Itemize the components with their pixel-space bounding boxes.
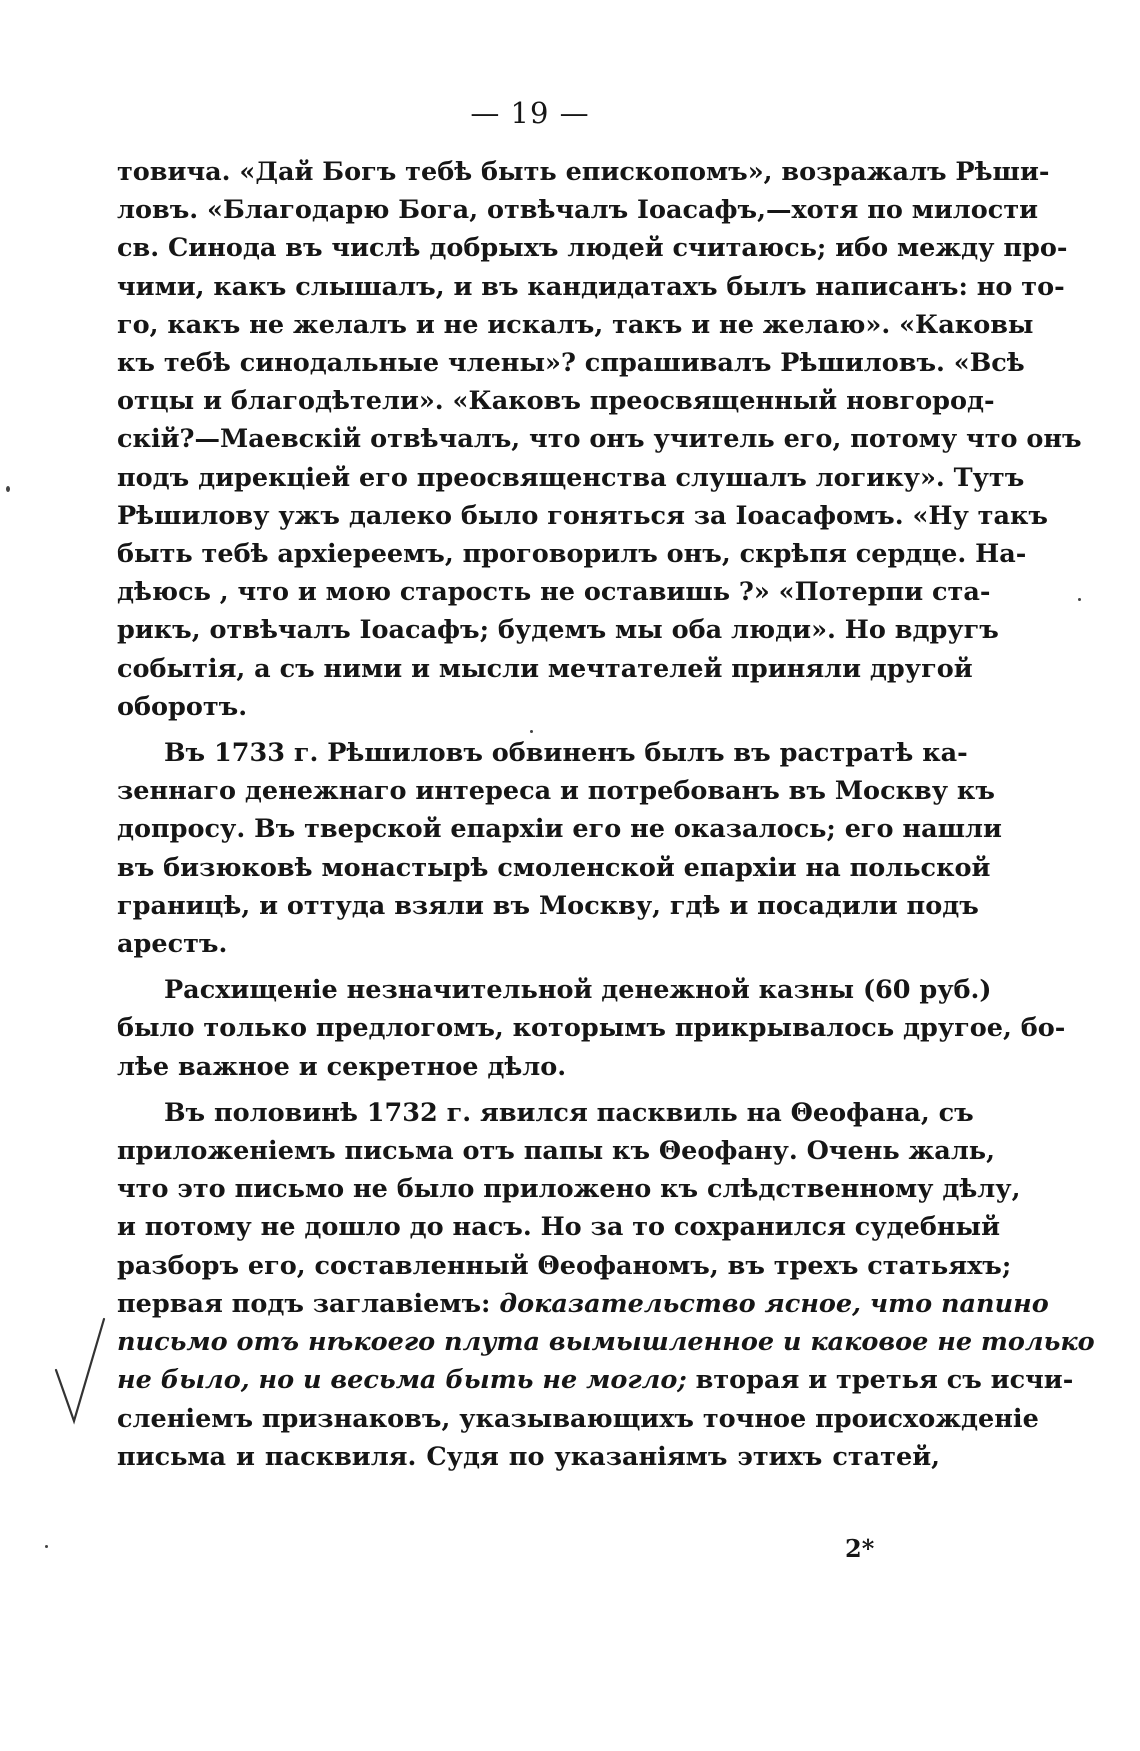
text-line: разборъ его, составленный Θеофаномъ, въ трехъ статьяхъ; bbox=[117, 1250, 1012, 1281]
paper-speck bbox=[6, 486, 10, 492]
italic-quote: доказательство ясное, что папино bbox=[499, 1288, 1049, 1319]
text-line: границѣ, и оттуда взяли въ Москву, гдѣ и посадили подъ bbox=[117, 890, 979, 921]
text-line: событія, а съ ними и мысли мечтателей приняли другой bbox=[117, 653, 973, 684]
text-line: рикъ, отвѣчалъ Іоасафъ; будемъ мы оба люди». Но вдругъ bbox=[117, 615, 999, 646]
text-line bbox=[117, 1323, 1095, 1361]
text-line: скій?—Маевскій отвѣчалъ, что онъ учитель его, потому что онъ bbox=[117, 424, 1082, 455]
text-line: св. Синода въ числѣ добрыхъ людей считаюсь; ибо между про- bbox=[117, 233, 1068, 264]
paper-speck bbox=[530, 730, 533, 733]
italic-quote: не было, но и весьма быть не могло; bbox=[117, 1365, 687, 1396]
text-line: было только предлогомъ, которымъ прикрывалось другое, бо- bbox=[117, 1013, 1066, 1044]
page-text bbox=[117, 153, 1095, 1476]
text-line: Рѣшилову ужъ далеко было гоняться за Іоасафомъ. «Ну такъ bbox=[117, 500, 1048, 531]
text-line: Въ половинѣ 1732 г. явился пасквиль на Θеофана, съ bbox=[164, 1097, 974, 1128]
paragraph-3 bbox=[117, 971, 1066, 1086]
text-line: ловъ. «Благодарю Бога, отвѣчалъ Іоасафъ,—хотя по милости bbox=[117, 195, 1039, 226]
plain-text: первая подъ заглавіемъ: bbox=[117, 1288, 500, 1319]
plain-text: вторая и третья съ исчи- bbox=[686, 1365, 1074, 1396]
text-line: допросу. Въ тверской епархіи его не оказалось; его нашли bbox=[117, 814, 1002, 845]
text-line: оборотъ. bbox=[117, 691, 248, 722]
text-line bbox=[117, 1361, 1074, 1399]
text-line: лѣе важное и секретное дѣло. bbox=[117, 1051, 567, 1082]
text-line: въ бизюковѣ монастырѣ смоленской епархіи на польской bbox=[117, 852, 991, 883]
text-line: Въ 1733 г. Рѣшиловъ обвиненъ былъ въ растратѣ ка- bbox=[164, 738, 968, 769]
handwritten-checkmark-icon bbox=[52, 1315, 112, 1435]
text-line: зеннаго денежнаго интереса и потребованъ въ Москву къ bbox=[117, 776, 995, 807]
paragraph-2 bbox=[117, 734, 1002, 963]
text-line: арестъ. bbox=[117, 929, 228, 960]
paragraph-4 bbox=[117, 1094, 1095, 1476]
text-line: приложеніемъ письма отъ папы къ Θеофану. Очень жаль, bbox=[117, 1136, 995, 1167]
text-line: го, какъ не желалъ и не искалъ, такъ и не желаю». «Каковы bbox=[117, 309, 1034, 340]
paper-speck bbox=[45, 1545, 48, 1548]
text-line: къ тебѣ синодальные члены»? спрашивалъ Рѣшиловъ. «Всѣ bbox=[117, 348, 1025, 379]
page-number: — 19 — bbox=[470, 96, 590, 130]
italic-quote: письмо отъ нѣкоего плута вымышленное и каковое не только bbox=[117, 1327, 1095, 1358]
text-line: подъ дирекціей его преосвященства слушалъ логику». Тутъ bbox=[117, 462, 1025, 493]
paragraph-1 bbox=[117, 153, 1082, 726]
text-line: быть тебѣ архіереемъ, проговорилъ онъ, скрѣпя сердце. На- bbox=[117, 539, 1027, 570]
text-line: товича. «Дай Богъ тебѣ быть епископомъ», возражалъ Рѣши- bbox=[117, 157, 1050, 187]
paper-speck bbox=[1078, 598, 1081, 601]
text-line: дѣюсь , что и мою старость не оставишь ?» «Потерпи ста- bbox=[117, 577, 991, 608]
text-line: и потому не дошло до насъ. Но за то сохранился судебный bbox=[117, 1212, 1001, 1243]
text-line: сленіемъ признаковъ, указывающихъ точное происхожденіе bbox=[117, 1403, 1039, 1434]
text-line: отцы и благодѣтели». «Каковъ преосвященный новгород- bbox=[117, 386, 995, 417]
text-line bbox=[117, 1285, 1049, 1323]
text-line: что это письмо не было приложено къ слѣдственному дѣлу, bbox=[117, 1174, 1021, 1205]
text-line: Расхищеніе незначительной денежной казны (60 руб.) bbox=[164, 975, 992, 1006]
text-line: письма и пасквиля. Судя по указаніямъ этихъ статей, bbox=[117, 1441, 940, 1472]
printer-signature-mark: 2* bbox=[845, 1534, 875, 1563]
text-line: чими, какъ слышалъ, и въ кандидатахъ былъ написанъ: но то- bbox=[117, 271, 1065, 302]
